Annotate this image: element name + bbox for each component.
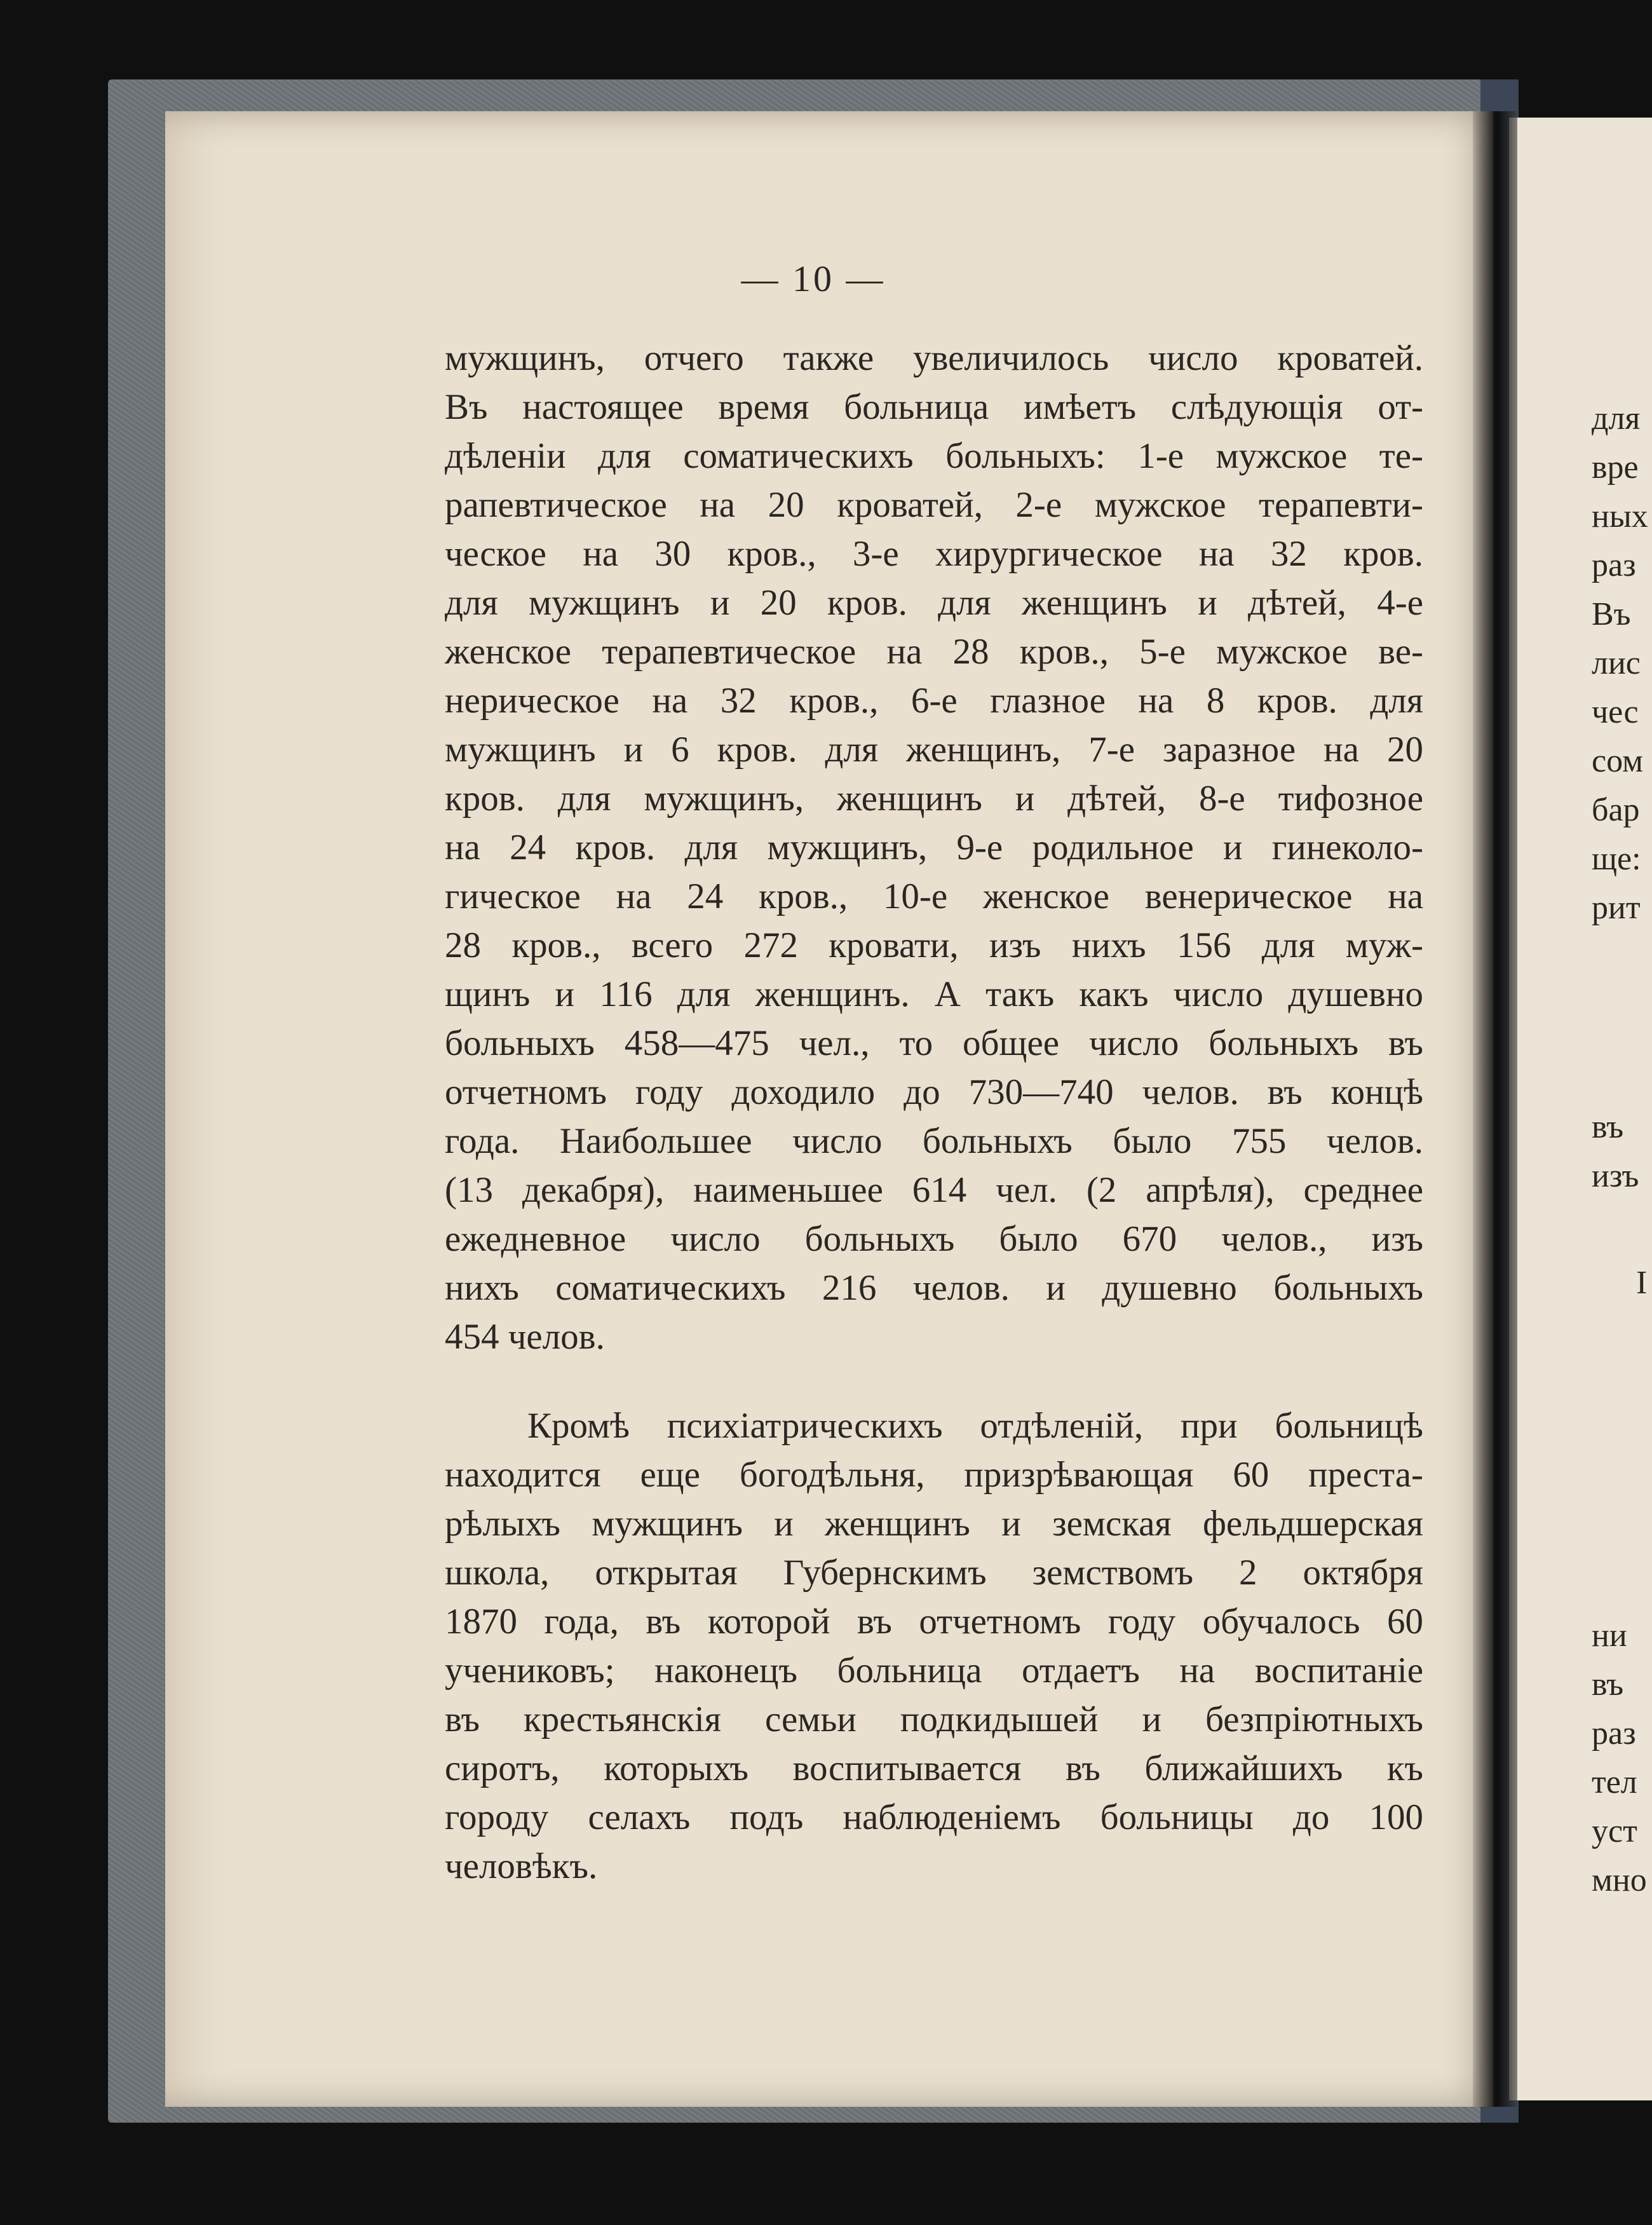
paragraph-1 — [445, 334, 1423, 1361]
text-line: гическое на 24 кров., 10-е женское венерическое на — [445, 876, 1423, 916]
text-line: находится еще богодѣльня, призрѣвающая 60 преста- — [445, 1455, 1423, 1495]
text-line: дѣленіи для соматическихъ больныхъ: 1-е мужское те- — [445, 436, 1423, 476]
next-page-fragment: рит — [1592, 890, 1641, 926]
text-line: мужщинъ, отчего также увеличилось число кроватей. — [445, 338, 1423, 378]
next-page-fragment: въ — [1592, 1109, 1624, 1145]
next-page-fragment: сом — [1592, 743, 1643, 779]
next-page-fragment: мно — [1592, 1862, 1647, 1898]
paragraph-2 — [445, 1401, 1423, 1891]
next-page-fragment: I — [1636, 1265, 1648, 1301]
next-page-fragment: бар — [1592, 792, 1640, 828]
text-line: кров. для мужщинъ, женщинъ и дѣтей, 8-е тифозное — [445, 779, 1423, 819]
next-page-fragment: лис — [1592, 645, 1641, 681]
next-page-fragment: въ — [1592, 1666, 1624, 1703]
next-page-fragment: уст — [1592, 1813, 1637, 1849]
next-page-fragment: раз — [1592, 547, 1636, 583]
next-page-fragment: ще: — [1592, 841, 1641, 877]
text-line: мужщинъ и 6 кров. для женщинъ, 7-е заразное на 20 — [445, 730, 1423, 770]
next-page-fragment: тел — [1592, 1764, 1637, 1800]
next-page-fragment: изъ — [1592, 1158, 1639, 1194]
page-gutter — [1473, 111, 1517, 2107]
text-line: щинъ и 116 для женщинъ. А такъ какъ число душевно — [445, 974, 1423, 1014]
text-line: больныхъ 458—475 чел., то общее число больныхъ въ — [445, 1023, 1423, 1063]
text-line: ческое на 30 кров., 3-е хирургическое на 32 кров. — [445, 534, 1423, 574]
text-line: рѣлыхъ мужщинъ и женщинъ и земская фельдшерская — [445, 1504, 1423, 1544]
text-line: Кромѣ психіатрическихъ отдѣленій, при больницѣ — [527, 1406, 1423, 1446]
text-line: женское терапевтическое на 28 кров., 5-е мужское ве- — [445, 632, 1423, 672]
text-line: Въ настоящее время больница имѣетъ слѣдующія от- — [445, 387, 1423, 427]
next-page-fragment: ных — [1592, 498, 1648, 534]
text-line: 454 челов. — [445, 1317, 605, 1357]
text-line: городу селахъ подъ наблюденіемъ больницы до 100 — [445, 1797, 1423, 1837]
text-line: сиротъ, которыхъ воспитывается въ ближайшихъ къ — [445, 1748, 1423, 1788]
next-page-fragment: ни — [1592, 1617, 1627, 1654]
text-line: (13 декабря), наименьшее 614 чел. (2 апрѣля), среднее — [445, 1170, 1423, 1210]
text-line: на 24 кров. для мужщинъ, 9-е родильное и гинеколо- — [445, 827, 1423, 868]
text-line: ежедневное число больныхъ было 670 челов., изъ — [445, 1219, 1423, 1259]
next-page-fragment: чес — [1592, 694, 1639, 730]
text-line: 1870 года, въ которой въ отчетномъ году обучалось 60 — [445, 1602, 1423, 1642]
text-line: учениковъ; наконецъ больница отдаетъ на воспитаніе — [445, 1650, 1423, 1691]
text-line: года. Наибольшее число больныхъ было 755 челов. — [445, 1121, 1423, 1161]
text-line: нихъ соматическихъ 216 челов. и душевно больныхъ — [445, 1268, 1423, 1308]
next-page-fragment: для — [1592, 400, 1641, 437]
text-line: отчетномъ году доходило до 730—740 челов. въ концѣ — [445, 1072, 1423, 1112]
page-number: — 10 — — [741, 258, 886, 299]
text-line: школа, открытая Губернскимъ земствомъ 2 октября — [445, 1553, 1423, 1593]
text-line: 28 кров., всего 272 кровати, изъ нихъ 156 для муж- — [445, 925, 1423, 965]
text-line: нерическое на 32 кров., 6-е глазное на 8 кров. для — [445, 681, 1423, 721]
text-line: рапевтическое на 20 кроватей, 2-е мужское терапевти- — [445, 485, 1423, 525]
next-page-fragment: раз — [1592, 1715, 1636, 1752]
text-line: человѣкъ. — [445, 1846, 598, 1886]
next-page-fragment: Въ — [1592, 596, 1631, 632]
text-line: въ крестьянскія семьи подкидышей и безпріютныхъ — [445, 1699, 1423, 1739]
text-line: для мужщинъ и 20 кров. для женщинъ и дѣтей, 4-е — [445, 583, 1423, 623]
next-page-fragment: вре — [1592, 449, 1639, 486]
